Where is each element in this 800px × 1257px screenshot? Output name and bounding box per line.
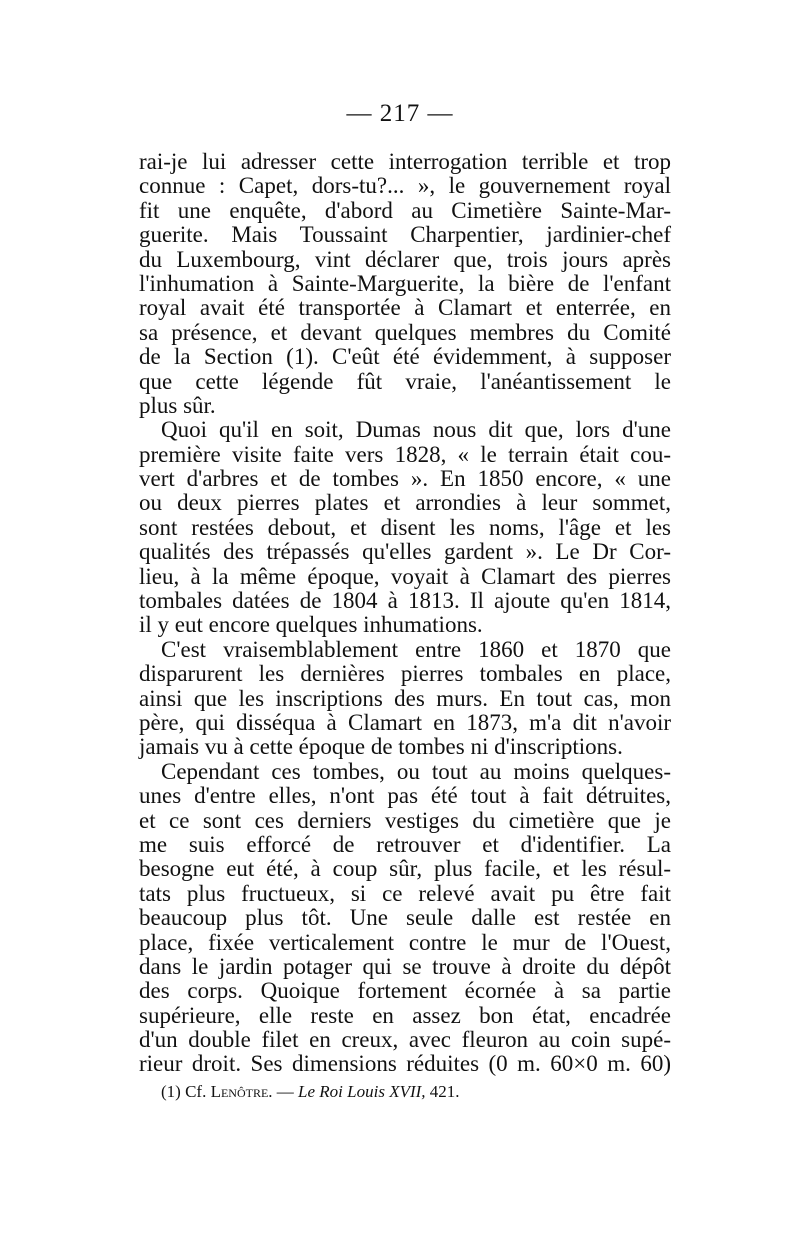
text-line: royal avait été transportée à Clamart et enterrée, en [139, 295, 671, 321]
footnote-title: Le Roi Louis XVII, [298, 1082, 426, 1101]
text-line: rieur droit. Ses dimensions réduites (0 m. 60×0 m. 60) [139, 1051, 671, 1077]
text-line: l'inhumation à Sainte-Marguerite, la bière de l'enfant [139, 270, 671, 296]
text-line: supérieure, elle reste en assez bon état, encadrée [139, 1002, 671, 1028]
footnote-page: 421. [429, 1082, 460, 1101]
text-line: vert d'arbres et de tombes ». En 1850 encore, « une [139, 466, 671, 492]
text-line: me suis efforcé de retrouver et d'identifier. La [139, 831, 671, 857]
text-line: et ce sont ces derniers vestiges du cimetière que je [139, 807, 671, 833]
text-line: des corps. Quoique fortement écornée à sa partie [139, 978, 671, 1004]
text-line: guerite. Mais Toussaint Charpentier, jardinier-chef [139, 222, 671, 248]
text-line: première visite faite vers 1828, « le terrain était cou- [139, 441, 671, 467]
text-line: beaucoup plus tôt. Une seule dalle est restée en [139, 905, 671, 931]
footnote [161, 1082, 460, 1102]
text-line: du Luxembourg, vint déclarer que, trois jours après [139, 246, 671, 272]
text-line: connue : Capet, dors-tu?... », le gouvernement royal [139, 173, 671, 199]
text-line: place, fixée verticalement contre le mur de l'Ouest, [139, 929, 671, 955]
text-line: qualités des trépassés qu'elles gardent ». Le Dr Cor- [139, 539, 671, 565]
text-line: fit une enquête, d'abord au Cimetière Sainte-Mar- [139, 197, 671, 223]
text-line: disparurent les dernières pierres tombales en place, [139, 661, 671, 687]
text-line: plus sûr. [139, 392, 216, 418]
text-line: que cette légende fût vraie, l'anéantissement le [139, 368, 671, 394]
text-line: ou deux pierres plates et arrondies à leur sommet, [139, 490, 671, 516]
text-line: d'un double filet en creux, avec fleuron au coin supé- [139, 1027, 671, 1053]
text-line: tombales datées de 1804 à 1813. Il ajoute qu'en 1814, [139, 588, 671, 614]
text-line: ainsi que les inscriptions des murs. En tout cas, mon [139, 685, 671, 711]
text-line: sa présence, et devant quelques membres du Comité [139, 319, 671, 345]
text-line: C'est vraisemblablement entre 1860 et 1870 que [161, 636, 671, 662]
text-line: Cependant ces tombes, ou tout au moins quelques- [161, 758, 671, 784]
body-text [139, 150, 671, 1077]
page-number: — 217 — [346, 100, 454, 127]
footnote-dash: — [276, 1082, 294, 1101]
text-line: jamais vu à cette époque de tombes ni d'inscriptions. [139, 734, 623, 760]
text-line: unes d'entre elles, n'ont pas été tout à fait détruites, [139, 783, 671, 809]
text-line: père, qui disséqua à Clamart en 1873, m'a dit n'avoir [139, 709, 671, 735]
text-line: rai-je lui adresser cette interrogation terrible et trop [139, 149, 671, 174]
text-line: il y eut encore quelques inhumations. [139, 612, 483, 638]
text-line: lieu, à la même époque, voyait à Clamart des pierres [139, 563, 671, 589]
text-line: tats plus fructueux, si ce relevé avait pu être fait [139, 880, 671, 906]
text-line: besogne eut été, à coup sûr, plus facile, et les résul- [139, 856, 671, 882]
footnote-author: Lenôtre. [210, 1082, 273, 1101]
text-line: de la Section (1). C'eût été évidemment, à supposer [139, 344, 671, 370]
text-line: dans le jardin potager qui se trouve à droite du dépôt [139, 953, 671, 979]
footnote-marker: (1) Cf. [161, 1082, 207, 1101]
text-line: Quoi qu'il en soit, Dumas nous dit que, lors d'une [161, 417, 671, 443]
text-line: sont restées debout, et disent les noms, l'âge et les [139, 514, 671, 540]
